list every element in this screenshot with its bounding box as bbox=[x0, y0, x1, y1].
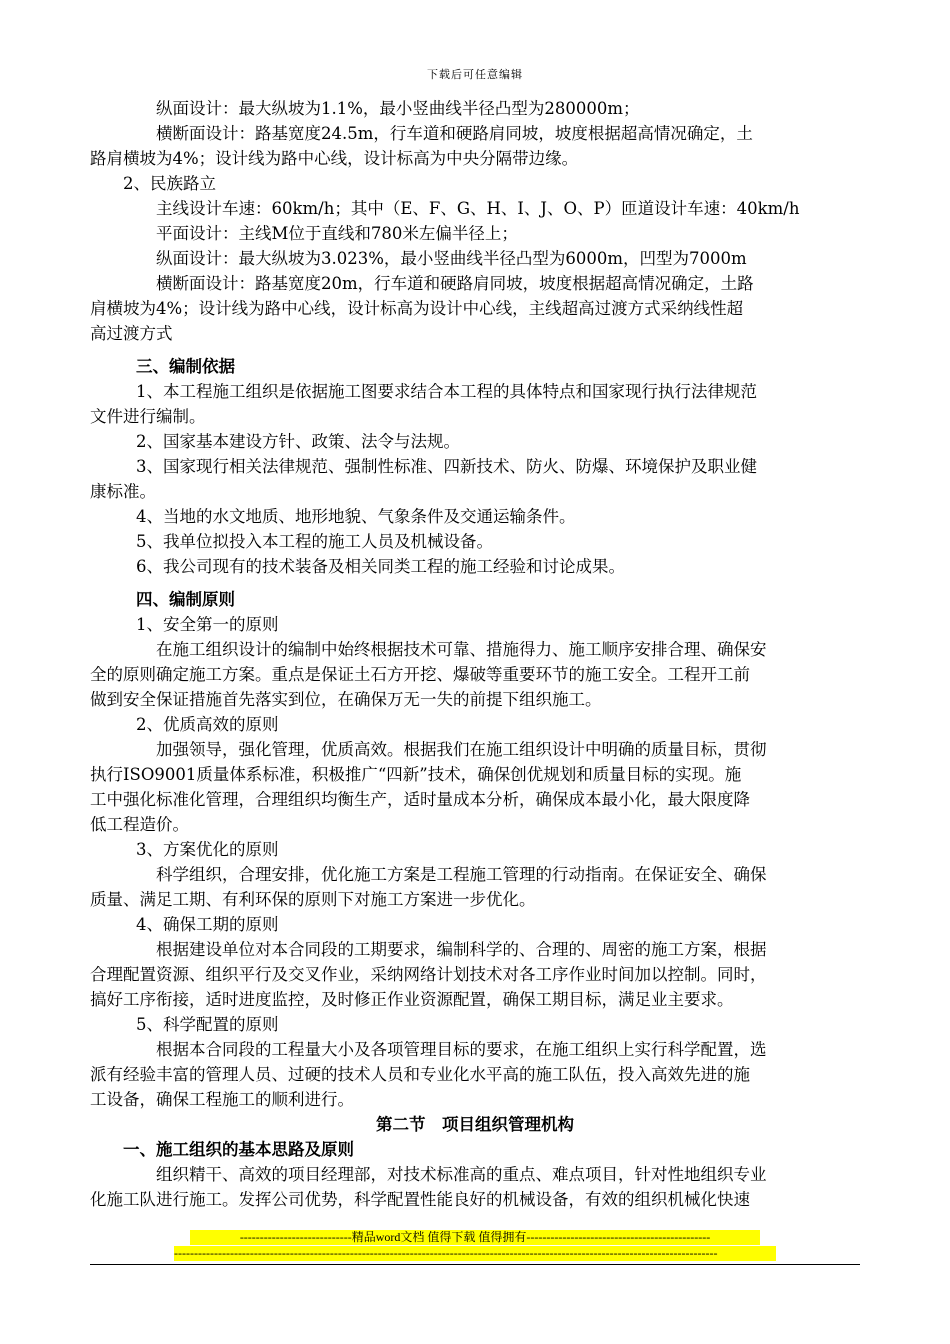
footer-rule bbox=[90, 1264, 860, 1265]
section-heading: 三、编制依据 bbox=[136, 357, 235, 376]
text-line: 工设备，确保工程施工的顺利进行。 bbox=[90, 1090, 354, 1109]
footer-banner: ----------------------------精品word文档 值得下载 值得拥有---------------------------------------------- bbox=[190, 1230, 760, 1245]
text-line: 4、当地的水文地质、地形地貌、气象条件及交通运输条件。 bbox=[136, 507, 576, 526]
text-line: 在施工组织设计的编制中始终根据技术可靠、措施得力、施工顺序安排合理、确保安 bbox=[156, 640, 767, 659]
text-line: 合理配置资源、组织平行及交叉作业，采纳网络计划技术对各工序作业时间加以控制。同时， bbox=[90, 965, 767, 984]
text-line: 根据建设单位对本合同段的工期要求，编制科学的、合理的、周密的施工方案，根据 bbox=[156, 940, 767, 959]
section-heading: 一、施工组织的基本思路及原则 bbox=[123, 1140, 354, 1159]
text-line: 加强领导，强化管理，优质高效。根据我们在施工组织设计中明确的质量目标，贯彻 bbox=[156, 740, 767, 759]
text-line: 1、本工程施工组织是依据施工图要求结合本工程的具体特点和国家现行执行法律规范 bbox=[136, 382, 757, 401]
text-line: 路肩横坡为4%；设计线为路中心线，设计标高为中央分隔带边缘。 bbox=[90, 149, 579, 168]
document-body bbox=[90, 96, 860, 1212]
footer-dashes: ---------------------------------------------------------------------------------------------------------------------------------------- bbox=[174, 1246, 776, 1261]
text-line: 化施工队进行施工。发挥公司优势，科学配置性能良好的机械设备，有效的组织机械化快速 bbox=[90, 1190, 750, 1209]
text-line: 派有经验丰富的管理人员、过硬的技术人员和专业化水平高的施工队伍，投入高效先进的施 bbox=[90, 1065, 750, 1084]
text-line: 纵面设计：最大纵坡为1.1%，最小竖曲线半径凸型为280000m； bbox=[156, 99, 640, 118]
text-line: 1、安全第一的原则 bbox=[136, 615, 279, 634]
text-line: 根据本合同段的工程量大小及各项管理目标的要求，在施工组织上实行科学配置，选 bbox=[156, 1040, 767, 1059]
text-line: 5、我单位拟投入本工程的施工人员及机械设备。 bbox=[136, 532, 493, 551]
text-line: 执行ISO9001质量体系标准，积极推广“四新”技术，确保创优规划和质量目标的实现。施 bbox=[90, 765, 742, 784]
text-line: 4、确保工期的原则 bbox=[136, 915, 279, 934]
text-line: 工中强化标准化管理，合理组织均衡生产，适时量成本分析，确保成本最小化，最大限度降 bbox=[90, 790, 750, 809]
text-line: 平面设计：主线M位于直线和780米左偏半径上； bbox=[156, 224, 518, 243]
text-line: 搞好工序衔接，适时进度监控，及时修正作业资源配置，确保工期目标，满足业主要求。 bbox=[90, 990, 734, 1009]
text-line: 低工程造价。 bbox=[90, 815, 189, 834]
text-line: 2、优质高效的原则 bbox=[136, 715, 279, 734]
text-line: 2、国家基本建设方针、政策、法令与法规。 bbox=[136, 432, 460, 451]
text-line: 文件进行编制。 bbox=[90, 407, 206, 426]
text-line: 6、我公司现有的技术装备及相关同类工程的施工经验和讨论成果。 bbox=[136, 557, 625, 576]
section-heading: 四、编制原则 bbox=[136, 590, 235, 609]
text-line: 主线设计车速：60km/h；其中（E、F、G、H、I、J、O、P）匝道设计车速：40km/h bbox=[156, 199, 800, 218]
text-line: 3、国家现行相关法律规范、强制性标准、四新技术、防火、防爆、环境保护及职业健 bbox=[136, 457, 757, 476]
text-line: 横断面设计：路基宽度24.5m，行车道和硬路肩同坡，坡度根据超高情况确定，土 bbox=[156, 124, 753, 143]
text-line: 全的原则确定施工方案。重点是保证土石方开挖、爆破等重要环节的施工安全。工程开工前 bbox=[90, 665, 750, 684]
text-line: 组织精干、高效的项目经理部，对技术标准高的重点、难点项目，针对性地组织专业 bbox=[156, 1165, 767, 1184]
text-line: 横断面设计：路基宽度20m，行车道和硬路肩同坡，坡度根据超高情况确定，土路 bbox=[156, 274, 754, 293]
text-line: 纵面设计：最大纵坡为3.023%，最小竖曲线半径凸型为6000m，凹型为7000m bbox=[156, 249, 747, 268]
text-line: 科学组织，合理安排，优化施工方案是工程施工管理的行动指南。在保证安全、确保 bbox=[156, 865, 767, 884]
text-line: 5、科学配置的原则 bbox=[136, 1015, 279, 1034]
text-line: 高过渡方式 bbox=[90, 324, 173, 343]
header-note: 下载后可任意编辑 bbox=[427, 68, 523, 81]
text-line: 做到安全保证措施首先落实到位，在确保万无一失的前提下组织施工。 bbox=[90, 690, 602, 709]
text-line: 3、方案优化的原则 bbox=[136, 840, 279, 859]
text-line: 康标准。 bbox=[90, 482, 156, 501]
section-heading: 第二节 项目组织管理机构 bbox=[376, 1115, 574, 1134]
text-line: 2、民族路立 bbox=[123, 174, 216, 193]
text-line: 肩横坡为4%；设计线为路中心线，设计标高为设计中心线，主线超高过渡方式采纳线性超 bbox=[90, 299, 744, 318]
text-line: 质量、满足工期、有利环保的原则下对施工方案进一步优化。 bbox=[90, 890, 536, 909]
